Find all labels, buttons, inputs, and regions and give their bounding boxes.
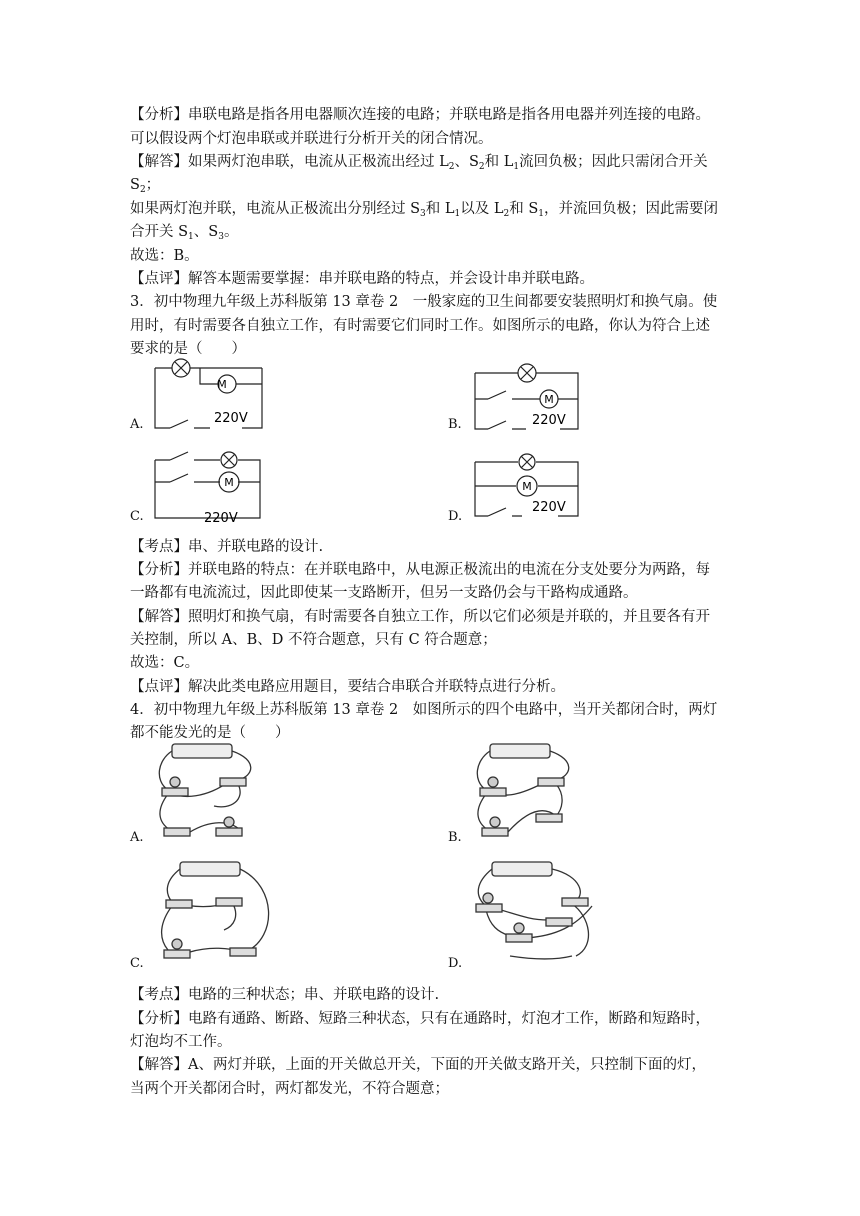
q3-circuit-a [150,358,270,434]
q4-analysis-line-2: 灯泡均不工作。 [130,1034,232,1050]
voltage-label: 220V [204,511,238,524]
q4-circuit-a [150,740,270,848]
q3-option-b-label: B. [448,417,462,432]
q4-analysis-line-1: 【分析】电路有通路、断路、短路三种状态，只有在通路时，灯泡才工作，断路和短路时， [130,1011,710,1027]
q3-circuit-b [470,363,590,435]
q4-circuit-c [150,856,280,972]
q4-circuit-d [466,856,616,972]
q3-stem-line-3: 要求的是（ ） [130,341,246,357]
q4-stem-line-1: 4．初中物理九年级上苏科版第 13 章卷 2 如图所示的四个电路中，当开关都闭合时，两灯 [130,702,718,718]
q4-circuit-b [468,740,588,848]
q3-answer-line-2: 关控制，所以 A、B、D 不符合题意，只有 C 符合题意； [130,632,497,648]
q4-option-d-label: D. [448,956,463,971]
q3-analysis-line-1: 【分析】并联电路的特点：在并联电路中，从电源正极流出的电流在分支处要分为两路，每 [130,562,710,578]
motor-icon: M [544,393,554,406]
q2-answer-line-4: 合开关 $S_1$、$S_3$。 [130,224,239,242]
q3-analysis-line-2: 一路都有电流流过，因此即使某一支路断开，但另一支路仍会与干路构成通路。 [130,585,638,601]
voltage-label: 220V [214,411,248,426]
q4-stem-line-2: 都不能发光的是（ ） [130,725,290,741]
q2-analysis-line-2: 可以假设两个灯泡串联或并联进行分析开关的闭合情况。 [130,131,493,147]
q2-comment: 【点评】解答本题需要掌握：串并联电路的特点，并会设计串并联电路。 [130,271,594,287]
voltage-label: 220V [532,413,566,428]
q4-option-a-label: A. [130,830,144,845]
q2-answer-line-3: 如果两灯泡并联，电流从正极流出分别经过 $S_3$和 $L_1$以及 $L_2$和 $S_1$，并流回负极；因此需要闭 [130,201,719,219]
q4-answer-line-2: 当两个开关都闭合时，两灯都发光，不符合题意； [130,1081,449,1097]
q4-option-b-label: B. [448,830,462,845]
q3-option-d-label: D. [448,509,463,524]
q2-answer-line-1: 【解答】如果两灯泡串联，电流从正极流出经过 $L_2$、$S_2$和 $L_1$流回负极；因此只需闭合开关 [130,154,708,172]
q2-analysis-line-1: 【分析】串联电路是指各用电器顺次连接的电路；并联电路是指各用电器并列连接的电路。 [130,107,710,123]
q2-answer-line-2: $S_2$； [130,177,161,195]
q3-choice: 故选：C。 [130,655,200,671]
voltage-label: 220V [532,500,566,515]
q3-option-a-label: A. [130,417,144,432]
q3-stem-line-1: 3．初中物理九年级上苏科版第 13 章卷 2 一般家庭的卫生间都要安装照明灯和换气扇。使 [130,294,718,310]
q4-option-c-label: C. [130,956,144,971]
motor-icon: M [217,378,227,391]
motor-icon: M [224,476,234,489]
q3-answer-line-1: 【解答】照明灯和换气扇，有时需要各自独立工作，所以它们必须是并联的，并且要各有开 [130,609,710,625]
q3-point: 【考点】串、并联电路的设计. [130,539,324,555]
q3-comment: 【点评】解决此类电路应用题目，要结合串联合并联特点进行分析。 [130,679,565,695]
q3-circuit-d [470,448,590,522]
motor-icon: M [522,480,532,493]
q4-point: 【考点】电路的三种状态；串、并联电路的设计. [130,987,440,1003]
q3-option-c-label: C. [130,509,144,524]
q4-answer-line-1: 【解答】A、两灯并联，上面的开关做总开关，下面的开关做支路开关，只控制下面的灯， [130,1057,706,1073]
q3-circuit-c [150,446,270,524]
q3-stem-line-2: 用时，有时需要各自独立工作，有时需要它们同时工作。如图所示的电路，你认为符合上述 [130,318,710,334]
q2-choice: 故选：B。 [130,248,199,264]
